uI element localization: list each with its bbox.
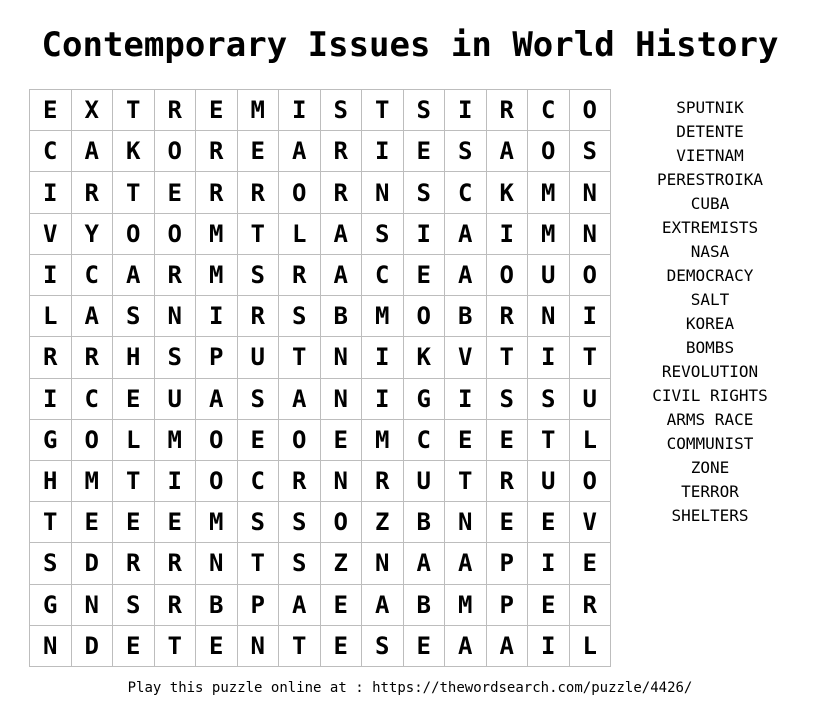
grid-cell[interactable]: B [404,502,446,543]
grid-cell[interactable]: L [30,296,72,337]
grid-cell[interactable]: M [155,420,197,461]
grid-cell[interactable]: S [113,296,155,337]
word-list-item: COMMUNIST [666,434,754,453]
grid-cell[interactable]: R [362,461,404,502]
grid-cell[interactable]: S [279,502,321,543]
grid-cell[interactable]: L [279,214,321,255]
grid-cell[interactable]: R [321,172,363,213]
grid-cell[interactable]: I [528,543,570,584]
grid-cell[interactable]: C [445,172,487,213]
grid-cell[interactable]: M [528,214,570,255]
grid-cell[interactable]: T [30,502,72,543]
grid-cell[interactable]: O [570,461,612,502]
grid-cell[interactable]: E [404,626,446,667]
grid-cell[interactable]: M [196,214,238,255]
grid-cell[interactable]: E [155,172,197,213]
grid-cell[interactable]: I [279,90,321,131]
grid-cell[interactable]: S [321,90,363,131]
grid-cell[interactable]: N [528,296,570,337]
grid-cell[interactable]: E [155,502,197,543]
grid-cell[interactable]: E [404,255,446,296]
grid-cell[interactable]: R [155,255,197,296]
grid-cell[interactable]: U [528,461,570,502]
grid-cell[interactable]: S [362,214,404,255]
grid-cell[interactable]: C [72,379,114,420]
grid-cell[interactable]: A [72,131,114,172]
grid-cell[interactable]: A [404,543,446,584]
grid-cell[interactable]: I [362,379,404,420]
grid-cell[interactable]: T [279,626,321,667]
grid-cell[interactable]: I [30,172,72,213]
grid-cell[interactable]: S [30,543,72,584]
grid-cell[interactable]: A [279,585,321,626]
word-list-item: NASA [690,242,730,261]
grid-cell[interactable]: E [113,379,155,420]
grid-cell[interactable]: N [321,379,363,420]
grid-cell[interactable]: E [113,502,155,543]
grid-cell[interactable]: I [570,296,612,337]
grid-cell[interactable]: N [321,337,363,378]
grid-cell[interactable]: O [196,461,238,502]
grid-cell[interactable]: V [30,214,72,255]
grid-cell[interactable]: I [30,379,72,420]
word-list-item: BOMBS [685,338,735,357]
word-list-item: EXTREMISTS [661,218,759,237]
grid-cell[interactable]: E [321,420,363,461]
word-list [630,96,790,528]
grid-cell[interactable]: S [404,172,446,213]
word-list-item: REVOLUTION [661,362,759,381]
grid-cell[interactable]: I [362,131,404,172]
grid-cell[interactable]: M [362,296,404,337]
grid-cell[interactable]: Y [72,214,114,255]
grid-cell[interactable]: E [196,626,238,667]
grid-cell[interactable]: N [362,172,404,213]
grid-cell[interactable]: B [321,296,363,337]
grid-cell[interactable]: O [72,420,114,461]
grid-cell[interactable]: R [72,172,114,213]
grid-cell[interactable]: N [155,296,197,337]
grid-cell[interactable]: E [113,626,155,667]
grid-cell[interactable]: I [528,626,570,667]
word-list-item: ZONE [690,458,730,477]
grid-cell[interactable]: P [487,585,529,626]
grid-cell[interactable]: C [72,255,114,296]
grid-cell[interactable]: S [279,296,321,337]
grid-cell[interactable]: O [404,296,446,337]
word-list-item: ARMS RACE [666,410,754,429]
grid-cell[interactable]: E [321,585,363,626]
grid-cell[interactable]: S [113,585,155,626]
grid-cell[interactable]: T [487,337,529,378]
grid-cell[interactable]: I [30,255,72,296]
grid-cell[interactable]: O [279,172,321,213]
grid-cell[interactable]: N [238,626,280,667]
word-list-item: DEMOCRACY [666,266,754,285]
grid-cell[interactable]: R [570,585,612,626]
grid-cell[interactable]: T [362,90,404,131]
grid-cell[interactable]: H [30,461,72,502]
grid-cell[interactable]: E [570,543,612,584]
grid-cell[interactable]: A [279,131,321,172]
grid-cell[interactable]: I [362,337,404,378]
grid-cell[interactable]: Z [321,543,363,584]
grid-cell[interactable]: A [196,379,238,420]
grid-cell[interactable]: A [362,585,404,626]
grid-cell[interactable]: R [30,337,72,378]
grid-cell[interactable]: R [321,131,363,172]
word-list-item: PERESTROIKA [657,170,763,189]
grid-cell[interactable]: T [445,461,487,502]
grid-cell[interactable]: T [238,543,280,584]
grid-cell[interactable]: T [528,420,570,461]
grid-cell[interactable]: O [196,420,238,461]
grid-cell[interactable]: V [570,502,612,543]
grid-cell[interactable]: L [570,420,612,461]
grid-cell[interactable]: U [155,379,197,420]
grid-cell[interactable]: T [113,90,155,131]
word-list-item: VIETNAM [676,146,744,165]
grid-cell[interactable]: R [238,172,280,213]
word-list-item: SALT [690,290,730,309]
grid-cell[interactable]: O [279,420,321,461]
grid-cell[interactable]: T [113,461,155,502]
grid-cell[interactable]: H [113,337,155,378]
grid-cell[interactable]: P [238,585,280,626]
grid-cell[interactable]: S [570,131,612,172]
grid-cell[interactable]: A [321,214,363,255]
grid-cell[interactable]: C [362,255,404,296]
grid-cell[interactable]: E [487,502,529,543]
grid-cell[interactable]: O [321,502,363,543]
grid-cell[interactable]: T [238,214,280,255]
grid-cell[interactable]: R [72,337,114,378]
grid-cell[interactable]: S [238,255,280,296]
grid-cell[interactable]: I [445,379,487,420]
grid-cell[interactable]: A [445,214,487,255]
grid-cell[interactable]: E [30,90,72,131]
grid-cell[interactable]: R [487,461,529,502]
page-title: Contemporary Issues in World History [41,25,779,65]
grid-cell[interactable]: R [487,90,529,131]
grid-cell[interactable]: A [445,626,487,667]
grid-cell[interactable]: O [155,131,197,172]
grid-cell[interactable]: R [238,296,280,337]
grid-cell[interactable]: S [279,543,321,584]
grid-cell[interactable]: I [528,337,570,378]
grid-cell[interactable]: U [570,379,612,420]
grid-cell[interactable]: U [528,255,570,296]
grid-cell[interactable]: L [570,626,612,667]
grid-cell[interactable]: X [72,90,114,131]
grid-cell[interactable]: R [155,585,197,626]
grid-cell[interactable]: T [279,337,321,378]
word-list-item: SPUTNIK [676,98,744,117]
word-search-grid[interactable] [29,89,611,667]
grid-cell[interactable]: A [72,296,114,337]
grid-cell[interactable]: N [445,502,487,543]
grid-cell[interactable]: C [238,461,280,502]
grid-cell[interactable]: R [487,296,529,337]
grid-cell[interactable]: A [445,255,487,296]
grid-cell[interactable]: B [196,585,238,626]
word-list-item: DETENTE [676,122,744,141]
grid-cell[interactable]: E [321,626,363,667]
grid-cell[interactable]: S [404,90,446,131]
grid-cell[interactable]: P [196,337,238,378]
word-list-item: CIVIL RIGHTS [652,386,768,405]
grid-cell[interactable]: A [487,131,529,172]
grid-cell[interactable]: T [570,337,612,378]
grid-cell[interactable]: C [30,131,72,172]
grid-cell[interactable]: V [445,337,487,378]
grid-cell[interactable]: M [196,502,238,543]
grid-cell[interactable]: N [362,543,404,584]
grid-cell[interactable]: A [445,543,487,584]
grid-cell[interactable]: E [528,502,570,543]
word-list-item: CUBA [690,194,730,213]
grid-cell[interactable]: O [113,214,155,255]
grid-cell[interactable]: I [404,214,446,255]
grid-cell[interactable]: G [404,379,446,420]
grid-cell[interactable]: E [487,420,529,461]
grid-cell[interactable]: C [404,420,446,461]
grid-cell[interactable]: Z [362,502,404,543]
grid-cell[interactable]: N [570,172,612,213]
grid-cell[interactable]: A [113,255,155,296]
grid-cell[interactable]: B [445,296,487,337]
grid-cell[interactable]: E [404,131,446,172]
grid-cell[interactable]: I [487,214,529,255]
puzzle-link[interactable]: https://thewordsearch.com/puzzle/4426/ [372,680,693,696]
grid-cell[interactable]: G [30,585,72,626]
grid-cell[interactable]: O [155,214,197,255]
grid-cell[interactable]: S [238,379,280,420]
grid-cell[interactable]: M [362,420,404,461]
grid-cell[interactable]: S [238,502,280,543]
grid-cell[interactable]: R [196,131,238,172]
grid-cell[interactable]: O [487,255,529,296]
grid-cell[interactable]: I [155,461,197,502]
grid-cell[interactable]: M [72,461,114,502]
grid-cell[interactable]: L [113,420,155,461]
grid-cell[interactable]: K [404,337,446,378]
grid-cell[interactable]: E [196,90,238,131]
grid-cell[interactable]: M [528,172,570,213]
grid-cell[interactable]: A [487,626,529,667]
grid-cell[interactable]: A [321,255,363,296]
grid-cell[interactable]: N [196,543,238,584]
grid-cell[interactable]: N [321,461,363,502]
grid-cell[interactable]: S [487,379,529,420]
grid-cell[interactable]: A [279,379,321,420]
grid-cell[interactable]: G [30,420,72,461]
grid-cell[interactable]: E [528,585,570,626]
grid-cell[interactable]: I [196,296,238,337]
grid-cell[interactable]: M [196,255,238,296]
word-list-item: KOREA [685,314,735,333]
grid-cell[interactable]: S [155,337,197,378]
grid-cell[interactable]: C [528,90,570,131]
grid-cell[interactable]: S [528,379,570,420]
grid-cell[interactable]: M [445,585,487,626]
grid-cell[interactable]: D [72,626,114,667]
grid-cell[interactable]: E [238,420,280,461]
grid-cell[interactable]: R [279,461,321,502]
grid-cell[interactable]: O [570,255,612,296]
grid-cell[interactable]: M [238,90,280,131]
grid-cell[interactable]: E [72,502,114,543]
grid-cell[interactable]: D [72,543,114,584]
grid-cell[interactable]: K [487,172,529,213]
grid-cell[interactable]: N [30,626,72,667]
grid-cell[interactable]: E [445,420,487,461]
grid-cell[interactable]: T [113,172,155,213]
grid-cell[interactable]: R [155,90,197,131]
grid-cell[interactable]: R [113,543,155,584]
word-list-item: TERROR [681,482,739,501]
grid-cell[interactable]: T [155,626,197,667]
grid-cell[interactable]: R [279,255,321,296]
footer [0,678,820,698]
grid-cell[interactable]: R [155,543,197,584]
grid-cell[interactable]: K [113,131,155,172]
grid-cell[interactable]: I [445,90,487,131]
grid-cell[interactable]: E [238,131,280,172]
grid-cell[interactable]: N [72,585,114,626]
grid-cell[interactable]: U [404,461,446,502]
grid-cell[interactable]: S [362,626,404,667]
grid-cell[interactable]: U [238,337,280,378]
grid-cell[interactable]: O [570,90,612,131]
footer-text: Play this puzzle online at : [127,680,373,696]
grid-cell[interactable]: S [445,131,487,172]
grid-cell[interactable]: B [404,585,446,626]
word-list-item: SHELTERS [671,506,749,525]
grid-cell[interactable]: N [570,214,612,255]
grid-cell[interactable]: P [487,543,529,584]
grid-cell[interactable]: O [528,131,570,172]
grid-cell[interactable]: R [196,172,238,213]
